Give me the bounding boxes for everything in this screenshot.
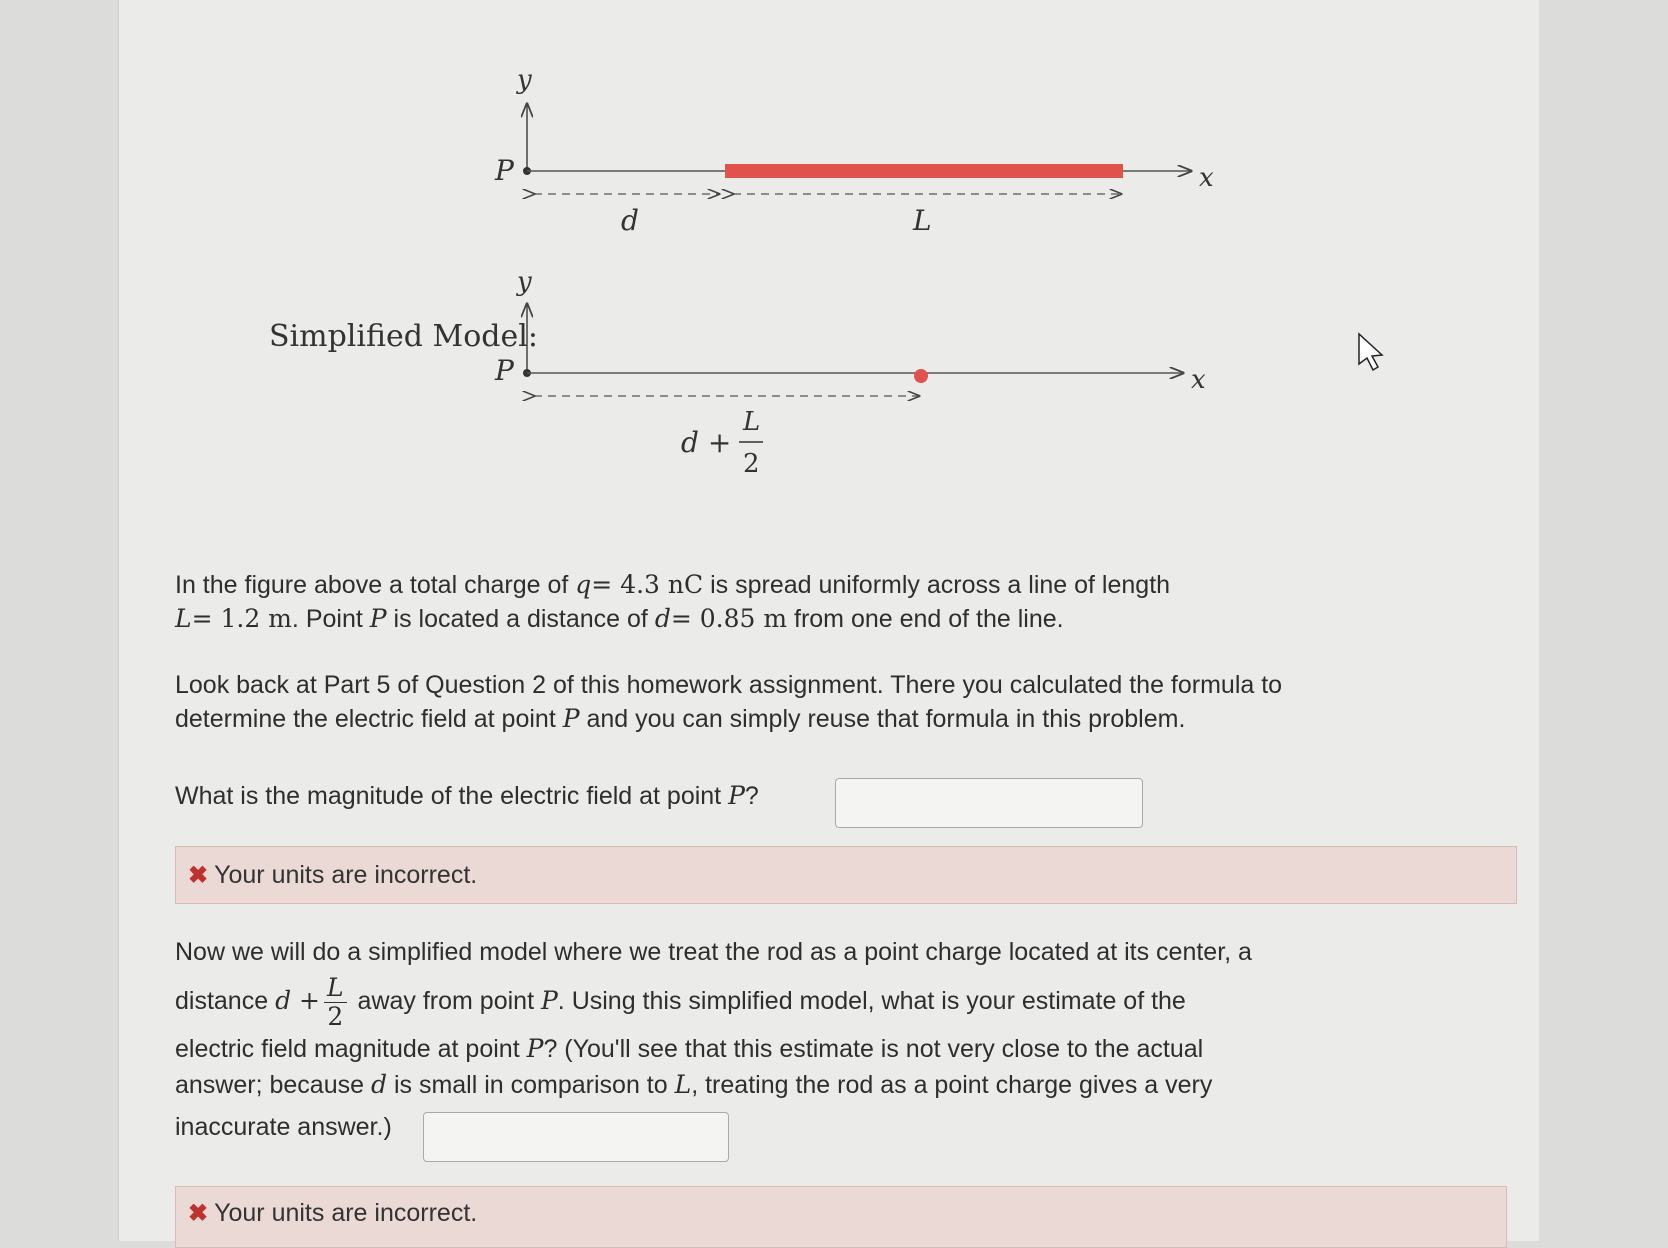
answer-input-1[interactable]	[835, 778, 1143, 828]
dim-l-half-num: L	[743, 407, 761, 437]
charged-rod	[725, 164, 1123, 178]
mouse-cursor-icon	[1359, 334, 1382, 370]
charge-line-figure	[119, 0, 1539, 500]
simplified-model-question: Now we will do a simplified model where we treat the rod as a point charge located at its center, a distance d + $\frac{L}{2}$ away from point P. Using this simplified model, what is your estimate of the electric field magnitude at point P? (You'll see that this estimate is not very close to the actual answer; because d is small in comparison to L, treating the rod as a point charge gives a very inaccurate answer.)	[175, 938, 1252, 1141]
x-axis-label-top: x	[1199, 163, 1214, 193]
error-banner-2: ✖ Your units are incorrect.	[175, 1186, 1507, 1248]
instruction-text: Look back at Part 5 of Question 2 of this homework assignment. There you calculated the formula to determine the electric field at point P and you can simply reuse that formula in this problem.	[175, 671, 1283, 733]
homework-page	[118, 0, 1539, 1241]
dim-d-plus-label: d +	[681, 426, 732, 459]
point-p-label-bottom: P	[495, 354, 514, 387]
error-banner-1: ✖ Your units are incorrect.	[175, 846, 1517, 904]
simplified-model-label: Simplified Model:	[269, 319, 538, 354]
dim-l-label: L	[913, 204, 932, 237]
problem-statement: In the figure above a total charge of q= 4.3 nC is spread uniformly across a line of length L= 1.2 m. Point P is located a distance of d= 0.85 m from one end of the line.	[175, 570, 1171, 633]
answer-input-2[interactable]	[423, 1112, 729, 1162]
point-p-label-top: P	[495, 154, 514, 187]
error-x-icon-2: ✖	[188, 1200, 209, 1227]
x-axis-label-bottom: x	[1191, 365, 1206, 395]
question-1-text: What is the magnitude of the electric field at point P?	[175, 781, 759, 810]
dim-d-label: d	[621, 204, 639, 237]
y-axis-label-top: y	[517, 65, 532, 95]
fraction-l-over-2: $\frac{L}{2}$	[324, 974, 347, 1031]
error-x-icon: ✖	[188, 862, 209, 889]
point-charge	[914, 369, 928, 383]
y-axis-label-bottom: y	[517, 267, 532, 297]
dim-l-half-den: 2	[743, 449, 760, 479]
